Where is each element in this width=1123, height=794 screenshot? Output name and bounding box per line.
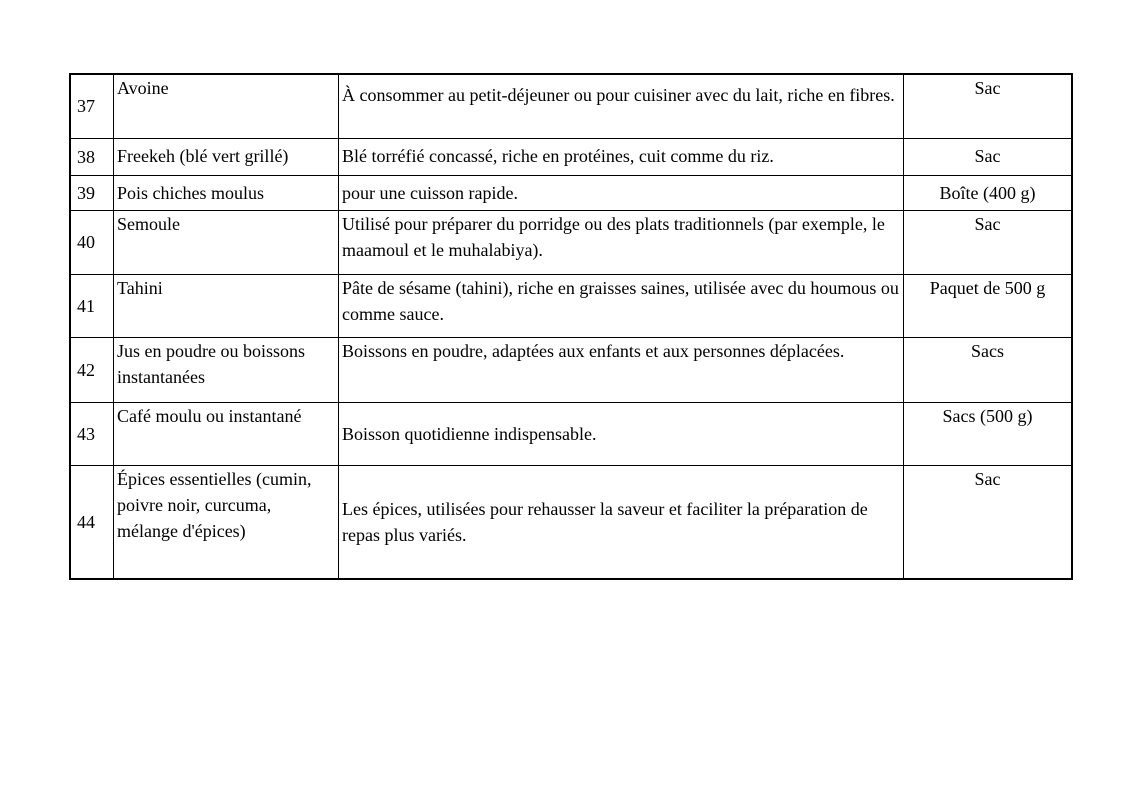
item-unit: Sacs [904, 337, 1073, 402]
item-number: 38 [70, 138, 114, 175]
item-unit: Sac [904, 465, 1073, 579]
item-number: 44 [70, 465, 114, 579]
item-description: Utilisé pour préparer du porridge ou des plats traditionnels (par exemple, le maamoul et le muhalabiya). [339, 210, 904, 274]
item-product: Tahini [114, 274, 339, 337]
item-number: 43 [70, 402, 114, 465]
item-description: Boisson quotidienne indispensable. [339, 402, 904, 465]
table-row [70, 274, 1072, 337]
item-product: Pois chiches moulus [114, 175, 339, 210]
item-number: 41 [70, 274, 114, 337]
item-product: Épices essentielles (cumin, poivre noir, curcuma, mélange d'épices) [114, 465, 339, 579]
item-description: Les épices, utilisées pour rehausser la saveur et faciliter la préparation de repas plus variés. [339, 465, 904, 579]
item-unit: Paquet de 500 g [904, 274, 1073, 337]
item-product: Freekeh (blé vert grillé) [114, 138, 339, 175]
table-row [70, 402, 1072, 465]
item-product: Café moulu ou instantané [114, 402, 339, 465]
item-description: Boissons en poudre, adaptées aux enfants et aux personnes déplacées. [339, 337, 904, 402]
item-description: Blé torréfié concassé, riche en protéines, cuit comme du riz. [339, 138, 904, 175]
item-unit: Sacs (500 g) [904, 402, 1073, 465]
item-product: Jus en poudre ou boissons instantanées [114, 337, 339, 402]
item-description: À consommer au petit-déjeuner ou pour cuisiner avec du lait, riche en fibres. [339, 74, 904, 138]
table-row [70, 175, 1072, 210]
item-number: 40 [70, 210, 114, 274]
item-number: 39 [70, 175, 114, 210]
item-unit: Sac [904, 138, 1073, 175]
item-number: 42 [70, 337, 114, 402]
item-unit: Boîte (400 g) [904, 175, 1073, 210]
item-description: pour une cuisson rapide. [339, 175, 904, 210]
item-product: Avoine [114, 74, 339, 138]
item-unit: Sac [904, 210, 1073, 274]
table-row [70, 74, 1072, 138]
table-row [70, 210, 1072, 274]
table-row [70, 465, 1072, 579]
item-description: Pâte de sésame (tahini), riche en graisses saines, utilisée avec du houmous ou comme sauce. [339, 274, 904, 337]
supplies-table [69, 73, 1073, 580]
item-product: Semoule [114, 210, 339, 274]
item-unit: Sac [904, 74, 1073, 138]
item-number: 37 [70, 74, 114, 138]
table-row [70, 337, 1072, 402]
table-row [70, 138, 1072, 175]
